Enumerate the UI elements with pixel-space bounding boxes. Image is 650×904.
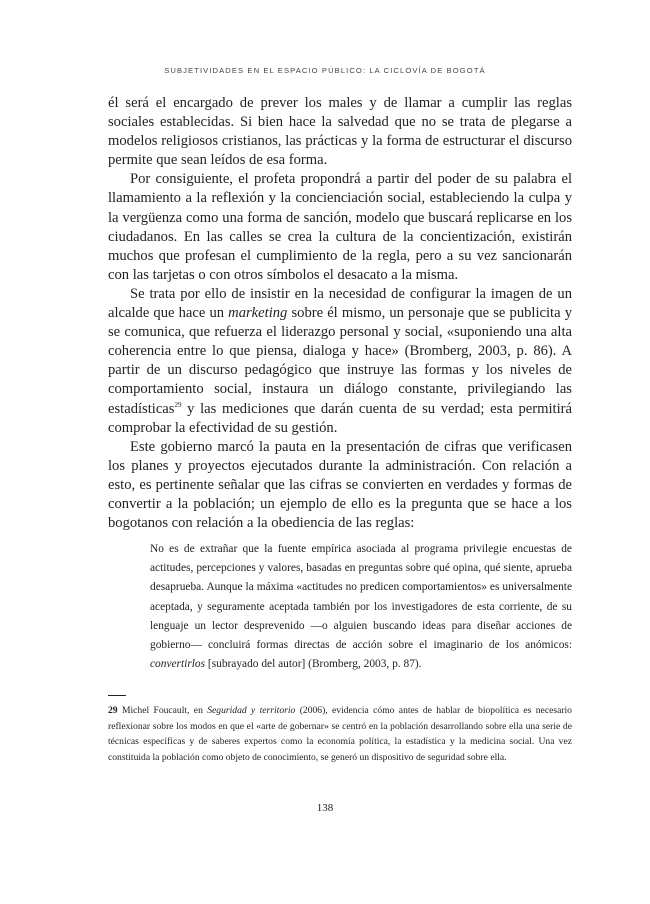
paragraph-3-part-c: y las mediciones que darán cuenta de su verdad; esta permitirá comprobar la efectividad de su gestión. [108, 400, 572, 436]
footnote [108, 703, 572, 765]
footnote-part-a: Michel Foucault, en [117, 705, 208, 716]
block-quote [150, 540, 572, 674]
paragraph-2: Por consiguiente, el profeta propondrá a partir del poder de su palabra el llamamiento a la reflexión y la concienciación social, estableciendo la culpa y la vergüenza como una forma de sanción, modelo que buscará replicarse en los ciudadanos. En las calles se crea la cultura de la concientización, existirán muchos que profesan el cumplimiento de la regla, pero a su vez sancionarán con las tarjetas o con otros símbolos el desacato a la misma. [108, 171, 572, 283]
quote-emphasis: convertirlos [150, 658, 206, 671]
running-head: SUBJETIVIDADES EN EL ESPACIO PÚBLICO: LA CICLOVÍA DE BOGOTÁ [164, 66, 486, 75]
footnote-reference: 29 [174, 400, 182, 409]
footnote-divider [108, 695, 126, 696]
paragraph-3-part-a: Se trata por ello de insistir en la necesidad de configurar la imagen de un alcalde que hace un [108, 285, 572, 322]
footnote-part-b: (2006), evidencia cómo antes de hablar de biopolítica es necesario reflexionar sobre los modos en que el «arte de gobernar» se centró en la población desarrollando sobre ella una serie de técnicas específicas y de saberes expertos como la economía política, la estadística y la medicina social. Una vez constituida la población como objeto de conocimiento, se generó un dispositivo de seguridad sobre ella. [108, 705, 572, 763]
footnote-emphasis: Seguridad y territorio [207, 705, 296, 716]
quote-part-b: [subrayado del autor] (Bromberg, 2003, p. 87). [205, 658, 422, 671]
paragraph-3-emphasis: marketing [228, 305, 288, 322]
main-text [108, 94, 572, 533]
paragraph-3 [108, 285, 572, 438]
paragraph-4: Este gobierno marcó la pauta en la presentación de cifras que verificasen los planes y proyectos ejecutados durante la administración. Con relación a esto, es pertinente señalar que las cifras se convierten en verdades y formas de convertir a la población; un ejemplo de ello es la pregunta que se hace a los bogotanos con relación a la obediencia de las reglas: [108, 438, 572, 532]
footnote-number: 29 [108, 705, 118, 716]
paragraph-3-part-b: sobre él mismo, un personaje que se publicita y se comunica, que refuerza el liderazgo personal y social, «suponiendo una alta coherencia entre lo que piensa, dialoga y hace» (Bromberg, 2003, p. 86). A partir de un discurso pedagógico que instruye las formas y los niveles de comportamiento social, instaura un diálogo constante, privilegiando las estadísticas [108, 305, 572, 417]
quote-part-a: No es de extrañar que la fuente empírica asociada al programa privilegie encuestas de actitudes, percepciones y valores, basadas en preguntas sobre qué opina, qué siente, aprueba desaprueba. Aunque la máxima «actitudes no predicen comportamientos» es universalmente aceptada, y seguramente aceptada también por los investigadores de esta corriente, de su lenguaje un lector desprevenido —o alguien buscando ideas para diseñar acciones de gobierno— concluirá formas directas de acción sobre el imaginario de los anómicos: [150, 543, 572, 652]
page-number: 138 [316, 802, 334, 814]
paragraph-1: él será el encargado de prever los males y de llamar a cumplir las reglas sociales establecidas. Si bien hace la salvedad que no se trata de plegarse a modelos religiosos cristianos, las prácticas y la forma de estructurar el discurso permite que sean leídos de esa forma. [108, 95, 572, 169]
